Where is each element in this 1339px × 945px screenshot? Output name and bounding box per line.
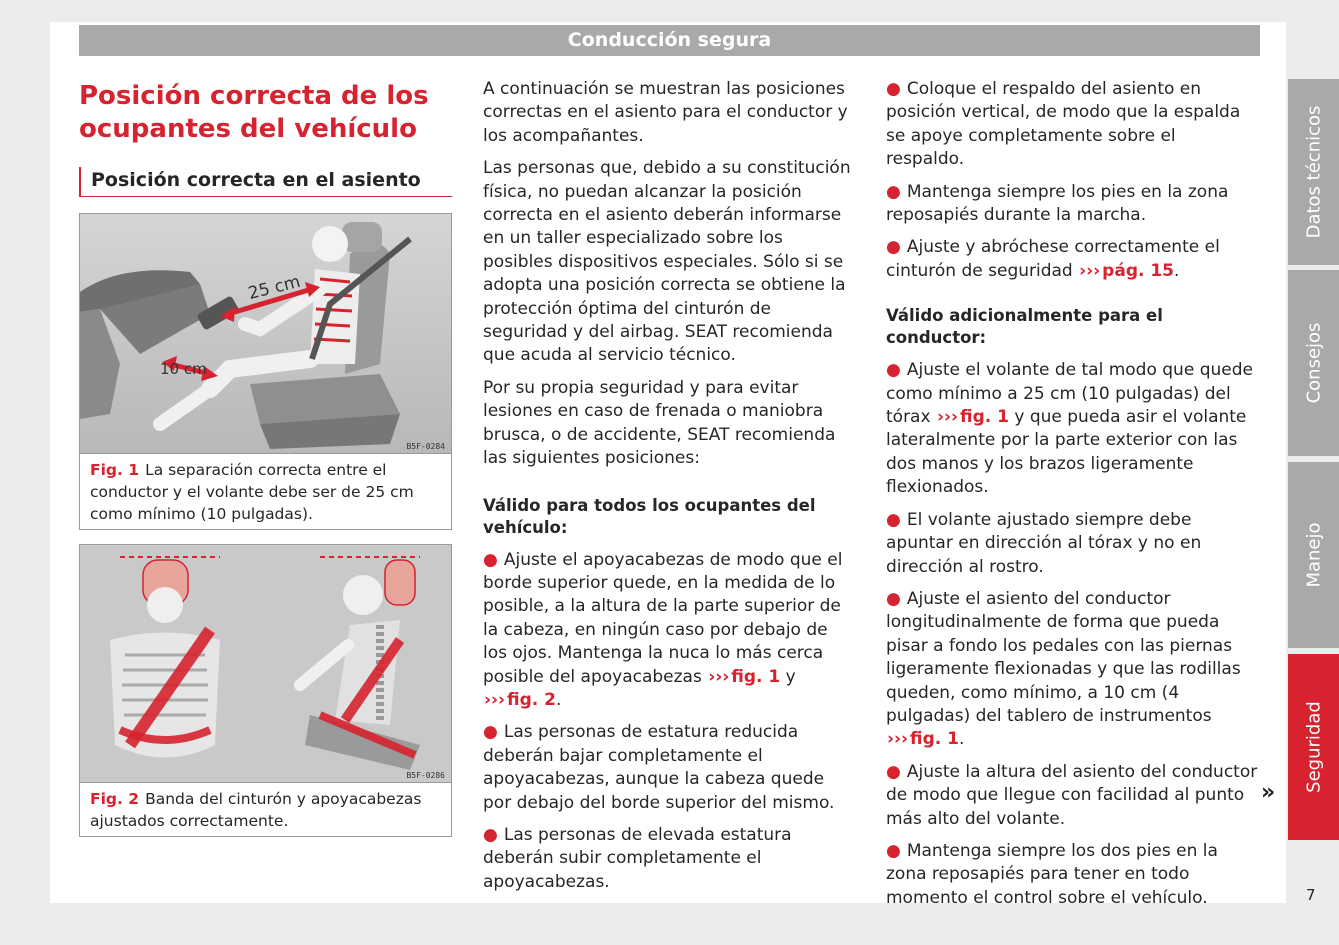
reference-arrows-icon: ››› (936, 407, 958, 428)
figure-1-label: Fig. 1 (90, 461, 140, 479)
bullet-short-persons-text: Las personas de estatura reducida deberán bajar completamente el apoyacabezas, aunque la cabeza quede por debajo del borde superior del mismo. (483, 722, 835, 813)
bullet-steering-distance-rest: y que pueda asir el volante lateralmente por la parte exterior con las dos manos y los brazos ligeramente flexionados. (886, 407, 1247, 498)
continue-arrow-icon: » (1261, 780, 1276, 805)
bullet-seat-longitudinal: ● Ajuste el asiento del conductor longitudinalmente de forma que pueda pisar a fondo los pedales con las piernas ligeramente flexionadas y que las rodillas queden, como mínimo, a 10 cm (4 pulgadas) del tablero de instrumentos ››› fig. 1. (886, 588, 1241, 750)
bullet-icon: ● (886, 360, 901, 381)
reference-arrows-icon: ››› (484, 689, 506, 710)
bullet-feet-footwell-text: Mantenga siempre los pies en la zona reposapiés durante la marcha. (886, 181, 1229, 226)
bullet-seat-longitudinal-text: Ajuste el asiento del conductor longitudinalmente de forma que pueda pisar a fondo los pedales con las piernas ligeramente flexionadas y que las rodillas queden, como mínimo, a 10 cm (4 pulgadas) del tablero de instrumentos (886, 588, 1241, 726)
bullet-steering-direction (886, 509, 1258, 579)
bullet-feet-control-text: Mantenga siempre los dos pies en la zona reposapiés para tener en todo momento el control sobre el vehículo. (886, 840, 1218, 908)
heading-all-occupants: Válido para todos los ocupantes del vehículo: (483, 495, 816, 537)
bullet-icon: ● (886, 761, 901, 782)
belt-headrest-illustration (80, 545, 451, 782)
reference-arrows-icon: ››› (887, 729, 909, 750)
section-title-line-2: ocupantes del vehículo (79, 114, 417, 144)
text-column-3 (886, 78, 1258, 919)
bullet-seatbelt: ● Ajuste y abróchese correctamente el cinturón de seguridad ››› pág. 15. (886, 237, 1220, 281)
bullet-steering-distance (886, 359, 1258, 499)
figure-1-illustration (80, 214, 451, 454)
figure-2 (79, 544, 452, 837)
bullet-backrest-text: Coloque el respaldo del asiento en posición vertical, de modo que la espalda se apoye completamente sobre el respaldo. (886, 79, 1241, 170)
bullet-backrest (886, 78, 1258, 172)
bullet-feet-footwell (886, 181, 1258, 228)
link-page-15[interactable]: pág. 15 (1102, 260, 1175, 281)
figure-2-caption-text: Banda del cinturón y apoyacabezas ajustados correctamente. (90, 790, 422, 830)
section-title (79, 80, 429, 146)
link-fig-1[interactable]: fig. 1 (910, 729, 960, 750)
bullet-headrest: ● Ajuste el apoyacabezas de modo que el borde superior quede, en la medida de lo posible, a la altura de la parte superior de la cabeza, en ningún caso por debajo de los ojos. Mantenga la nuca lo más cerca posible del apoyacabezas ››› fig. 1 y ››› fig. 2. (483, 549, 843, 710)
reference-arrows-icon: ››› (708, 666, 730, 687)
driver-seating-illustration (80, 214, 451, 453)
section-subtitle: Posición correcta en el asiento (79, 167, 452, 197)
bullet-icon: ● (886, 79, 901, 99)
bullet-icon: ● (483, 722, 498, 743)
bullet-steering-distance-text: Ajuste el volante de tal modo que quede como mínimo a 25 cm (10 pulgadas) del tórax (886, 360, 1253, 428)
bullet-tall-persons-text: Las personas de elevada estatura deberán subir completamente el apoyacabezas. (483, 824, 792, 892)
sidebar-tab-label: Consejos (1303, 322, 1324, 404)
dimension-label-10cm: 10 cm (160, 360, 207, 378)
paragraph-special-devices: Las personas que, debido a su constitución física, no puedan alcanzar la posición correcta en el asiento deberán informarse en un taller especializado sobre los posibles dispositivos especiales. Sólo si se adopta una posición correcta se obtiene la protección óptima del cinturón de seguridad y del airbag. SEAT recomienda que acuda al servicio técnico. (483, 158, 851, 366)
figure-1-code: B5F-0284 (406, 442, 445, 451)
bullet-headrest-text: Ajuste el apoyacabezas de modo que el borde superior quede, en la medida de lo posible, a la altura de la parte superior de la cabeza, en ningún caso por debajo de los ojos. Mantenga la nuca lo más cerca posible del apoyacabezas (483, 549, 843, 687)
bullet-icon: ● (886, 237, 901, 258)
heading-driver: Válido adicionalmente para el conductor: (886, 306, 1163, 348)
figure-2-illustration (80, 545, 451, 783)
bullet-icon: ● (886, 181, 901, 202)
bullet-steering-direction-text: El volante ajustado siempre debe apuntar en dirección al tórax y no en dirección al rostro. (886, 509, 1202, 577)
figure-2-caption (80, 783, 451, 836)
figure-1 (79, 213, 452, 530)
bullet-short-persons (483, 721, 855, 815)
page-number: 7 (1306, 886, 1316, 904)
bullet-icon: ● (886, 840, 901, 861)
section-title-line-1: Posición correcta de los (79, 81, 429, 111)
dimension-label-25cm: 25 cm (246, 271, 303, 305)
sidebar-tab-consejos[interactable] (1288, 270, 1339, 456)
paragraph-intro: A continuación se muestran las posiciones correctas en el asiento para el conductor y los acompañantes. (483, 79, 848, 146)
sidebar-tab-manejo[interactable] (1288, 462, 1339, 648)
bullet-seatbelt-text: Ajuste y abróchese correctamente el cinturón de seguridad (886, 237, 1220, 281)
bullet-icon: ● (483, 549, 498, 570)
bullet-icon: ● (886, 588, 901, 609)
text-column-2 (483, 78, 855, 903)
sidebar-tab-label: Manejo (1303, 522, 1324, 588)
link-fig-1[interactable]: fig. 1 (731, 666, 781, 687)
figure-1-caption (80, 454, 451, 529)
bullet-icon: ● (886, 509, 901, 530)
link-fig-2[interactable]: fig. 2 (507, 689, 557, 710)
reference-arrows-icon: ››› (1079, 260, 1101, 281)
bullet-icon: ● (483, 824, 498, 845)
bullet-seat-height (886, 761, 1258, 831)
chapter-header: Conducción segura (79, 25, 1260, 56)
bullet-seat-height-text: Ajuste la altura del asiento del conductor de modo que llegue con facilidad al punto más alto del volante. (886, 761, 1258, 829)
sidebar-tab-label: Seguridad (1303, 701, 1324, 793)
figure-1-caption-text: La separación correcta entre el conductor y el volante debe ser de 25 cm como mínimo (10 pulgadas). (90, 461, 414, 523)
sidebar-tab-datos-tecnicos[interactable] (1288, 79, 1339, 265)
link-fig-1[interactable]: fig. 1 (959, 407, 1009, 428)
figure-2-code: B5F-0286 (406, 771, 445, 780)
figure-2-label: Fig. 2 (90, 790, 140, 808)
conjunction: y (785, 666, 796, 687)
paragraph-recommendation: Por su propia seguridad y para evitar lesiones en caso de frenada o maniobra brusca, o de accidente, SEAT recomienda las siguientes posiciones: (483, 377, 836, 469)
bullet-feet-control (886, 840, 1258, 910)
sidebar-tab-seguridad[interactable] (1288, 654, 1339, 840)
bullet-tall-persons (483, 824, 855, 894)
sidebar-tab-label: Datos técnicos (1303, 105, 1324, 239)
